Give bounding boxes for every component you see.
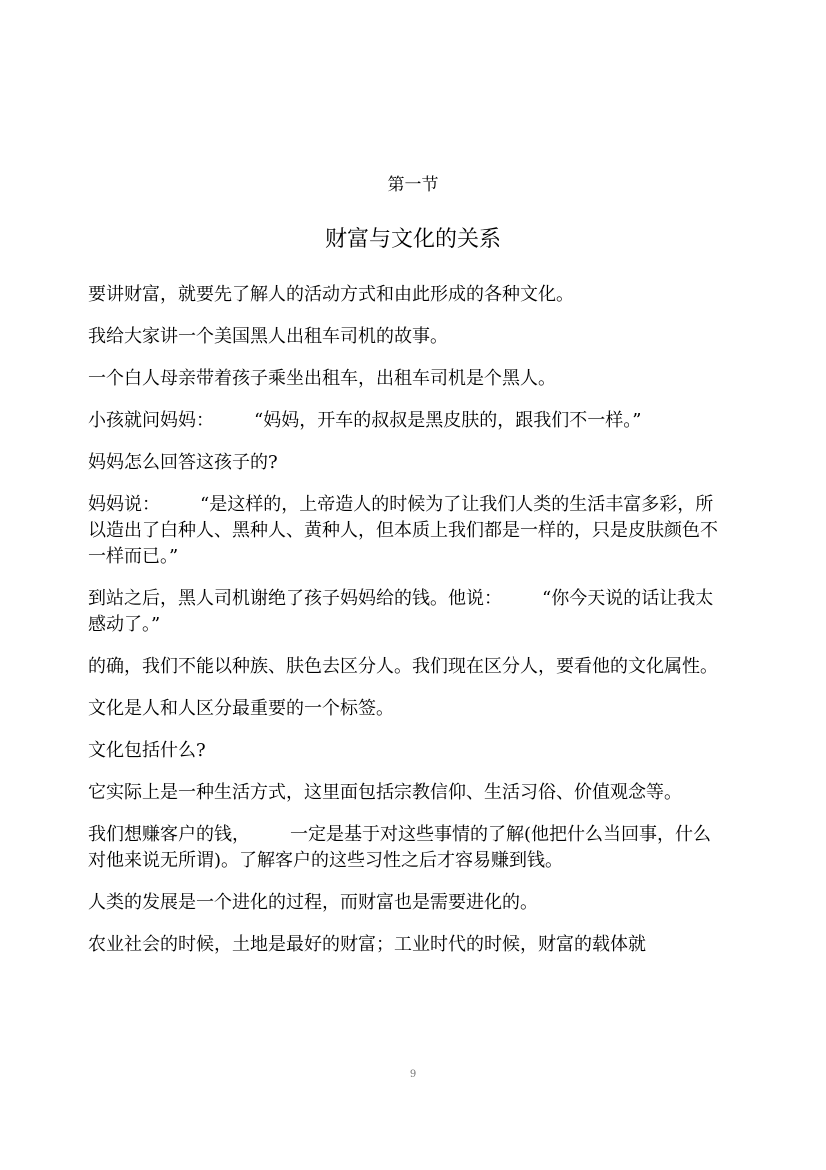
paragraph: 文化是人和人区分最重要的一个标签。 [88,698,394,719]
paragraph: 农业社会的时候，土地是最好的财富；工业时代的时候，财富的载体就 [88,934,646,955]
paragraph: 它实际上是一种生活方式，这里面包括宗教信仰、生活习俗、价值观念等。 [88,782,682,803]
paragraph-lead: 妈妈说： [88,494,160,515]
paragraph-lead: 我们想赚客户的钱， [88,824,250,845]
paragraph: 文化包括什么? [88,740,206,761]
paragraph: 我给大家讲一个美国黑人出租车司机的故事。 [88,326,448,347]
paragraph [88,408,728,434]
paragraph-lead: 到站之后，黑人司机谢绝了孩子妈妈给的钱。他说： [88,588,502,609]
paragraph: 的确，我们不能以种族、肤色去区分人。我们现在区分人，要看他的文化属性。 [88,656,718,677]
paragraph-quote: “妈妈，开车的叔叔是黑皮肤的，跟我们不一样。” [254,410,642,431]
paragraph-quote: “是这样的，上帝造人的时候为了让我们人类的生活丰富多彩，所以造出了白种人、黑种人、黄种人，但本质上我们都是一样的，只是皮肤颜色不一样而已。” [88,494,718,567]
page-number: 9 [409,1069,417,1080]
section-title: 财富与文化的关系 [324,227,501,252]
paragraph [88,492,728,570]
paragraph: 一个白人母亲带着孩子乘坐出租车，出租车司机是个黑人。 [88,368,556,389]
paragraph-quote: 一定是基于对这些事情的了解(他把什么当回事，什么对他来说无所谓)。了解客户的这些习性之后才容易赚到钱。 [88,824,712,871]
paragraph [88,822,728,874]
paragraph-quote: “你今天说的话让我太感动了。” [88,588,714,635]
body-text [88,282,728,974]
paragraph: 人类的发展是一个进化的过程，而财富也是需要进化的。 [88,892,538,913]
paragraph: 妈妈怎么回答这孩子的? [88,452,278,473]
paragraph [88,586,728,638]
section-label: 第一节 [387,175,439,195]
paragraph-lead: 小孩就问妈妈： [88,410,214,431]
paragraph: 要讲财富，就要先了解人的活动方式和由此形成的各种文化。 [88,284,574,305]
